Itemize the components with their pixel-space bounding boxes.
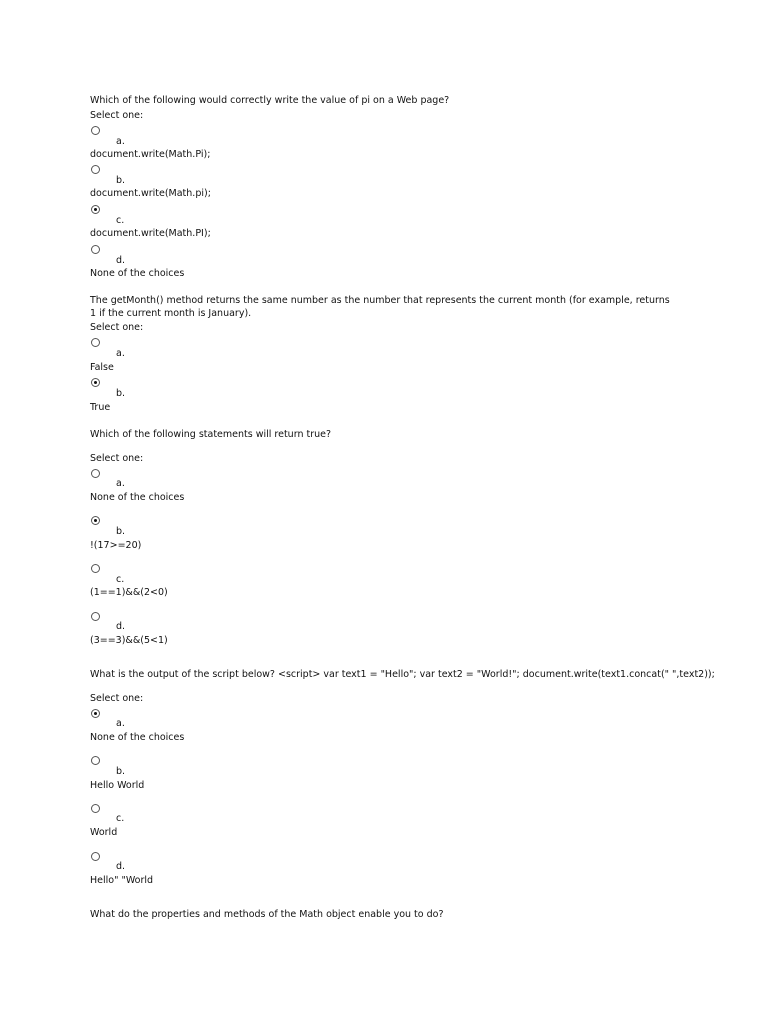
question-4-option-d-text[interactable]: Hello" "World <box>90 875 154 886</box>
question-1-option-c-letter: c. <box>116 215 125 226</box>
question-3-radio-a[interactable] <box>91 469 100 478</box>
question-1-option-b-text[interactable]: document.write(Math.pi); <box>90 188 211 199</box>
question-4-option-b-letter: b. <box>116 766 126 777</box>
question-3-option-b-letter: b. <box>116 526 126 537</box>
question-1-option-a-letter: a. <box>116 136 125 147</box>
question-4-radio-c[interactable] <box>91 804 100 813</box>
question-4-option-c-letter: c. <box>116 813 125 824</box>
question-3-option-c-text[interactable]: (1==1)&&(2<0) <box>90 587 168 598</box>
question-2-text: The getMonth() method returns the same number as the number that represents the current month (for example, returns 1 if the current month is January). <box>90 295 670 319</box>
question-2-radio-a[interactable] <box>91 338 100 347</box>
question-1-radio-a[interactable] <box>91 126 100 135</box>
question-2-option-a-letter: a. <box>116 348 125 359</box>
question-3-option-d-text[interactable]: (3==3)&&(5<1) <box>90 635 168 646</box>
question-2-option-b-text[interactable]: True <box>90 402 111 413</box>
question-3-radio-d[interactable] <box>91 612 100 621</box>
question-4-text: What is the output of the script below? <script> var text1 = "Hello"; var text2 = "World!"; document.write(text1.concat(" ",text2)); <box>90 669 715 680</box>
question-3-option-c-letter: c. <box>116 574 125 585</box>
question-1-option-a-text[interactable]: document.write(Math.Pi); <box>90 149 211 160</box>
question-1-option-b-letter: b. <box>116 175 126 186</box>
question-3-radio-c[interactable] <box>91 564 100 573</box>
question-4-option-c-text[interactable]: World <box>90 827 118 838</box>
question-3-option-d-letter: d. <box>116 621 126 632</box>
question-1-text: Which of the following would correctly write the value of pi on a Web page? <box>90 95 450 106</box>
question-2-option-a-text[interactable]: False <box>90 362 114 373</box>
question-3-text: Which of the following statements will return true? <box>90 429 332 440</box>
question-2-select-label: Select one: <box>90 322 144 333</box>
question-2-radio-b[interactable] <box>91 378 100 387</box>
question-3-select-label: Select one: <box>90 453 144 464</box>
question-1-radio-c[interactable] <box>91 205 100 214</box>
question-4-select-label: Select one: <box>90 693 144 704</box>
question-3-option-b-text[interactable]: !(17>=20) <box>90 540 142 551</box>
question-3-option-a-text[interactable]: None of the choices <box>90 492 185 503</box>
question-4-option-b-text[interactable]: Hello World <box>90 780 145 791</box>
question-1-option-d-text[interactable]: None of the choices <box>90 268 185 279</box>
question-3-option-a-letter: a. <box>116 478 125 489</box>
question-1-radio-b[interactable] <box>91 165 100 174</box>
question-4-radio-d[interactable] <box>91 852 100 861</box>
question-1-radio-d[interactable] <box>91 245 100 254</box>
question-2-option-b-letter: b. <box>116 388 126 399</box>
question-4-radio-b[interactable] <box>91 756 100 765</box>
question-4-option-d-letter: d. <box>116 861 126 872</box>
question-1-select-label: Select one: <box>90 110 144 121</box>
question-4-option-a-letter: a. <box>116 718 125 729</box>
question-1-option-d-letter: d. <box>116 255 126 266</box>
question-3-radio-b[interactable] <box>91 516 100 525</box>
question-4-option-a-text[interactable]: None of the choices <box>90 732 185 743</box>
question-5-text: What do the properties and methods of the Math object enable you to do? <box>90 909 444 920</box>
question-1-option-c-text[interactable]: document.write(Math.PI); <box>90 228 211 239</box>
question-4-radio-a[interactable] <box>91 709 100 718</box>
